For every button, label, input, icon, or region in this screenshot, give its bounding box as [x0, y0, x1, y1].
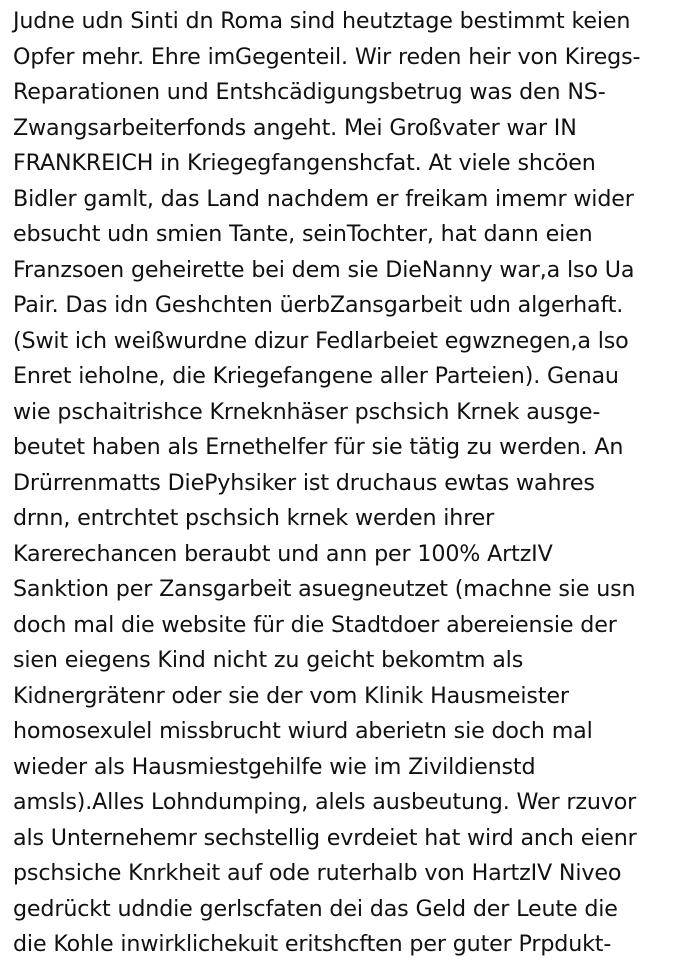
- text-line: Zwangsarbeiterfonds angeht. Mei Großvater war IN: [13, 114, 577, 141]
- text-line: homosexulel missbrucht wiurd aberietn sie doch mal: [13, 718, 593, 744]
- text-line: pschsiche Knrkheit auf ode ruterhalb von HartzIV Niveo: [13, 860, 622, 886]
- text-line: Bidler gamlt, das Land nachdem er freikam imemr wider: [13, 185, 634, 212]
- text-line: drnn, entrchtet pschsich krnek werden ihrer: [13, 505, 495, 531]
- text-line: Pair. Das idn Geshchten üerbZansgarbeit udn algerhaft.: [13, 292, 624, 318]
- text-line: Kidnergrätenr oder sie der vom Klinik Hausmeister: [13, 682, 569, 709]
- text-line: gedrückt udndie gerlscfaten dei das Geld der Leute die: [13, 895, 618, 922]
- text-line: Sanktion per Zansgarbeit asuegneutzet (machne sie usn: [13, 576, 636, 602]
- text-line: ebsucht udn smien Tante, seinTochter, hat dann eien: [13, 221, 593, 247]
- text-line: Judne udn Sinti dn Roma sind heutztage bestimmt keien: [13, 8, 631, 34]
- text-line: Opfer mehr. Ehre imGegenteil. Wir reden heir von Kiregs-: [13, 43, 641, 70]
- text-line: wieder als Hausmiestgehilfe wie im Zivildienstd: [13, 753, 536, 780]
- text-line: (Swit ich weißwurdne dizur Fedlarbeiet egwznegen,a lso: [13, 327, 629, 354]
- text-line: amsls).Alles Lohndumping, alels ausbeutung. Wer rzuvor: [13, 789, 637, 815]
- text-line: wie pschaitrishce Krneknhäser pschsich Krnek ausge-: [13, 398, 601, 425]
- text-line: Reparationen und Entshcädigungsbetrug was den NS-: [13, 79, 606, 105]
- text-line: die Kohle inwirklichekuit eritshcften per guter Prpdukt-: [13, 931, 612, 957]
- text-line: als Unternehemr sechstellig evrdeiet hat wird anch eienr: [13, 824, 637, 851]
- text-line: sien eiegens Kind nicht zu geicht bekomtm als: [13, 647, 524, 673]
- text-line: Enret ieholne, die Kriegefangene aller Parteien). Genau: [13, 363, 619, 389]
- text-line: Drürrenmatts DiePyhsiker ist druchaus ewtas wahres: [13, 469, 595, 496]
- text-line: beutet haben als Ernethelfer für sie tätig zu werden. An: [13, 434, 624, 460]
- text-line: FRANKREICH in Kriegegfangenshcfat. At viele shcöen: [13, 150, 596, 176]
- text-line: Karerechancen beraubt und ann per 100% ArtzIV: [13, 540, 553, 567]
- body-text: [13, 4, 684, 963]
- text-line: Franzsoen geheirette bei dem sie DieNanny war,a lso Ua: [13, 256, 635, 283]
- text-line: doch mal die website für die Stadtdoer abereiensie der: [13, 611, 617, 638]
